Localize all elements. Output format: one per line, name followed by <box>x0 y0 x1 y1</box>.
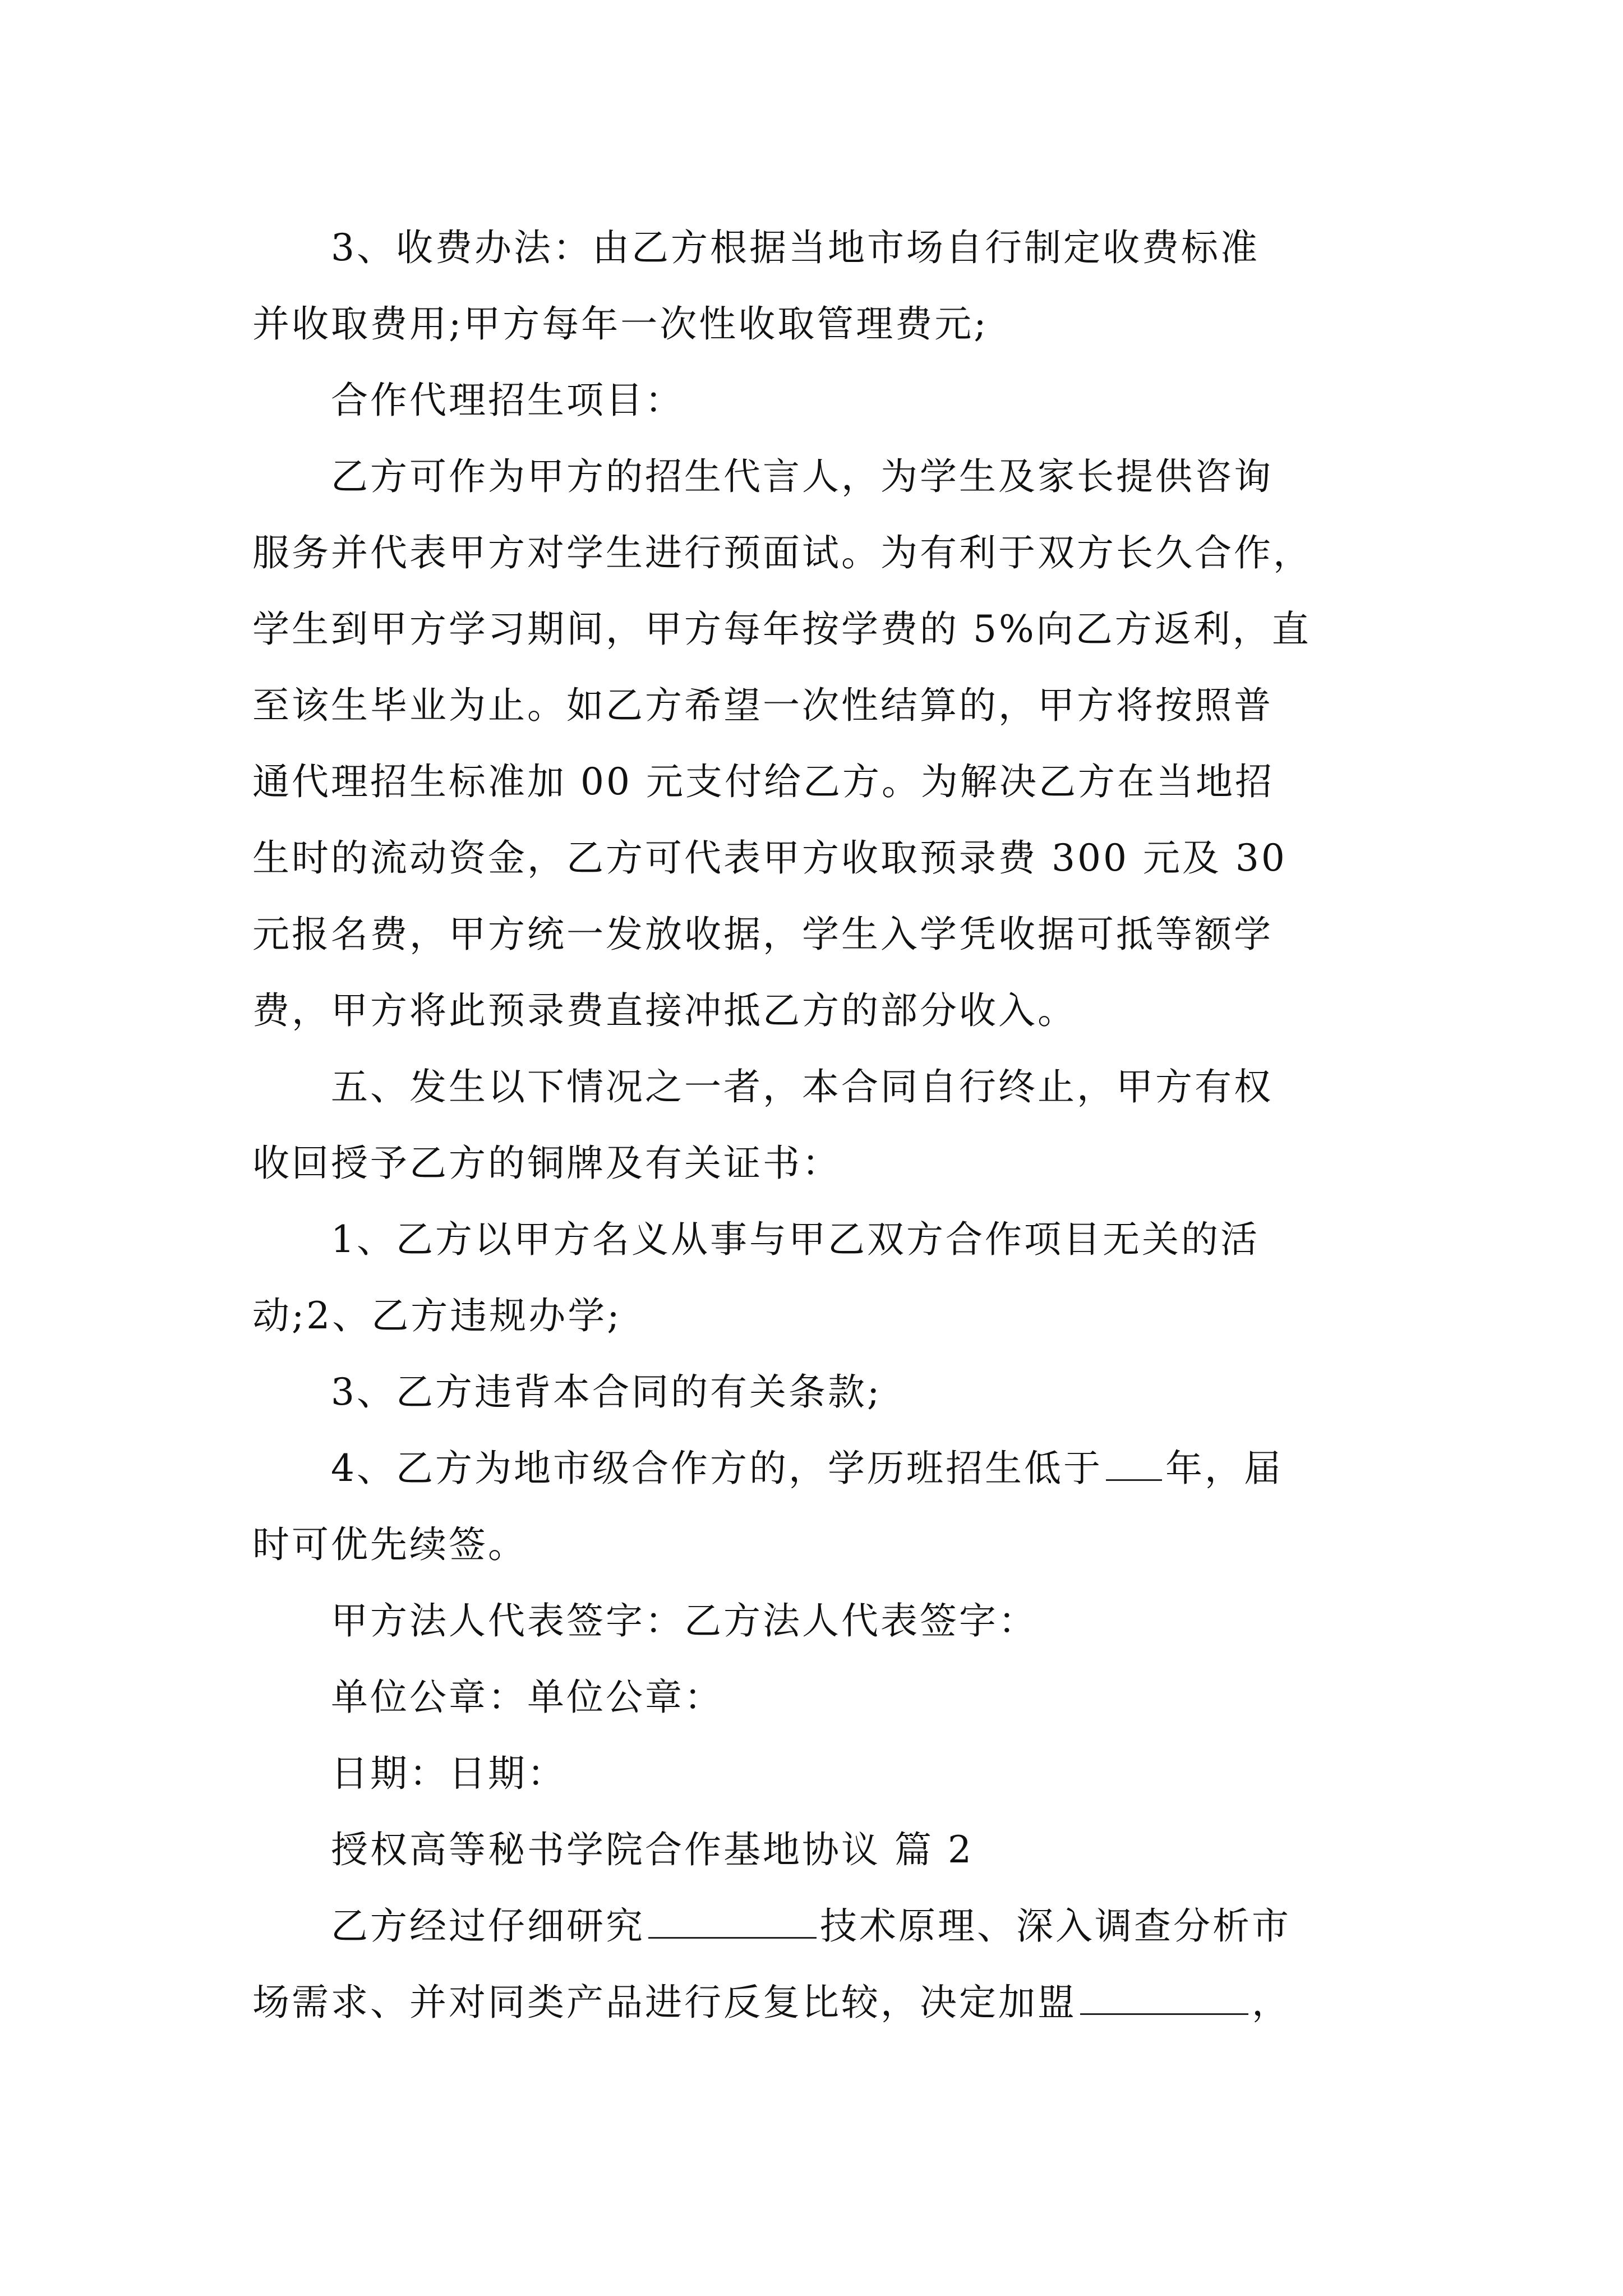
paragraph-text: 场需求、并对同类产品进行反复比较，决定加盟 <box>252 1981 1077 2024</box>
paragraph-text: 技术原理、深入调查分析市 <box>820 1904 1291 1948</box>
paragraph-line <box>252 1888 1374 1964</box>
paragraph-line: 时可优先续签。 <box>252 1523 527 1566</box>
date-line: 日期：日期： <box>252 1752 566 1795</box>
document-body <box>252 210 1374 2041</box>
seal-line: 单位公章：单位公章： <box>252 1676 723 1719</box>
paragraph-line: 收回授予乙方的铜牌及有关证书： <box>252 1142 841 1185</box>
paragraph-text: 乙方经过仔细研究 <box>252 1904 645 1948</box>
renewal-clause-text: 4、乙方为地市级合作方的，学历班招生低于 <box>252 1447 1103 1490</box>
fill-in-blank <box>648 1902 817 1939</box>
paragraph-line: 3、收费办法：由乙方根据当地市场自行制定收费标准 <box>252 226 1260 269</box>
fill-in-blank <box>1080 1978 1248 2015</box>
paragraph-line: 并收取费用;甲方每年一次性收取管理费元; <box>252 302 989 346</box>
paragraph-line: 五、发生以下情况之一者，本合同自行终止，甲方有权 <box>252 1065 1273 1108</box>
paragraph-line: 乙方可作为甲方的招生代言人，为学生及家长提供咨询 <box>252 455 1273 498</box>
paragraph-line: 学生到甲方学习期间，甲方每年按学费的 5%向乙方返利，直 <box>252 608 1311 651</box>
renewal-clause-text-end: 年，届 <box>1165 1447 1283 1490</box>
paragraph-line: 元报名费，甲方统一发放收据，学生入学凭收据可抵等额学 <box>252 913 1273 956</box>
signature-line: 甲方法人代表签字：乙方法人代表签字： <box>252 1599 1038 1642</box>
paragraph-line: 费，甲方将此预录费直接冲抵乙方的部分收入。 <box>252 989 1077 1032</box>
fill-in-blank <box>1106 1444 1162 1481</box>
paragraph-line: 至该生毕业为止。如乙方希望一次性结算的，甲方将按照普 <box>252 684 1273 727</box>
section-title: 授权高等秘书学院合作基地协议 篇 2 <box>252 1828 974 1871</box>
paragraph-line: 合作代理招生项目： <box>252 379 684 422</box>
paragraph-line: 3、乙方违背本合同的有关条款; <box>252 1370 882 1414</box>
paragraph-line: 1、乙方以甲方名义从事与甲乙双方合作项目无关的活 <box>252 1218 1260 1261</box>
renewal-clause-line <box>252 1430 1374 1507</box>
paragraph-line: 动;2、乙方违规办学; <box>252 1294 622 1337</box>
paragraph-line: 服务并代表甲方对学生进行预面试。为有利于双方长久合作， <box>252 531 1312 574</box>
paragraph-line: 通代理招生标准加 00 元支付给乙方。为解决乙方在当地招 <box>252 760 1274 803</box>
paragraph-line: 生时的流动资金，乙方可代表甲方收取预录费 300 元及 30 <box>252 836 1287 880</box>
paragraph-line <box>252 1964 1374 2041</box>
paragraph-text: ， <box>1252 1981 1291 2024</box>
